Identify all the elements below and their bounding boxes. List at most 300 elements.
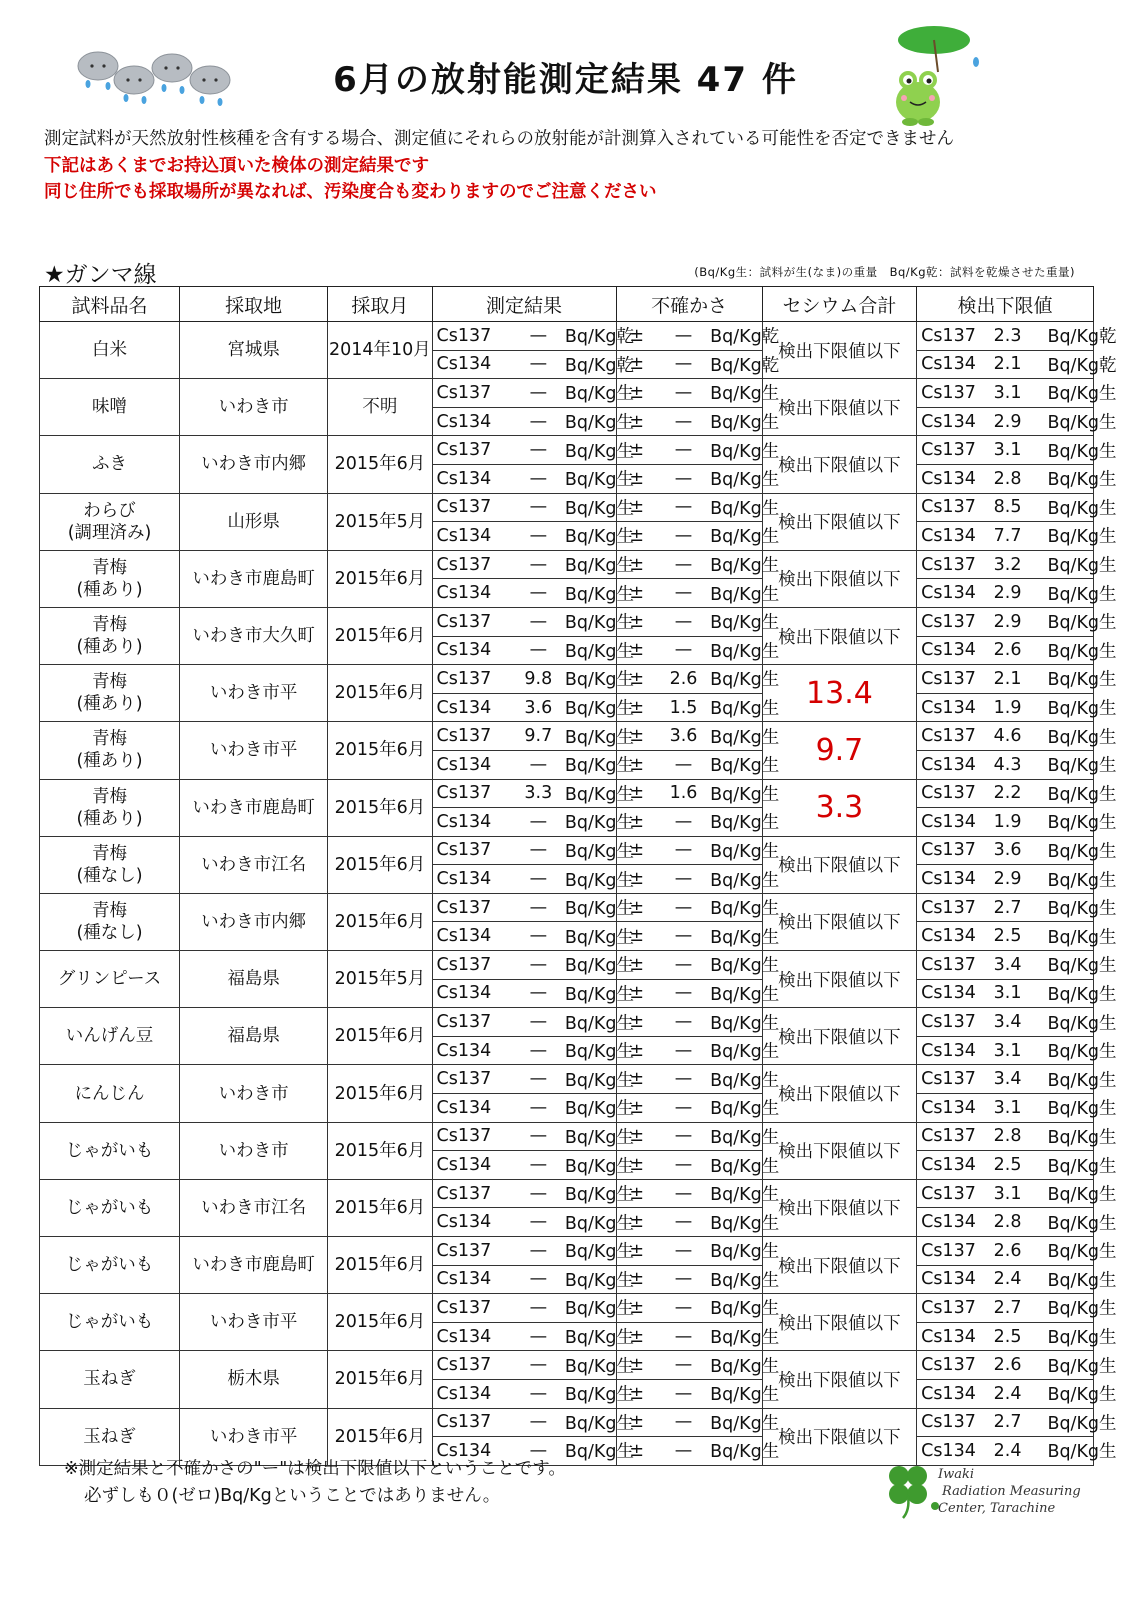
uncertainty-value: — xyxy=(657,1265,710,1294)
unit-label: Bq/Kg生 xyxy=(565,493,616,522)
sampling-place: 福島県 xyxy=(180,1008,328,1065)
cesium-total: 検出下限値以下 xyxy=(762,322,916,379)
unit-label: Bq/Kg生 xyxy=(710,1208,762,1237)
sampling-place: いわき市 xyxy=(180,1065,328,1122)
uncertainty-value: — xyxy=(657,1351,710,1380)
measured-value: 3.6 xyxy=(512,693,565,722)
table-row xyxy=(40,1122,1094,1151)
unit-label: Bq/Kg生 xyxy=(1047,893,1093,922)
header-result: 測定結果 xyxy=(432,287,616,322)
sampling-place: いわき市 xyxy=(180,379,328,436)
plus-minus-sign: ± xyxy=(616,865,657,894)
uncertainty-value: 1.6 xyxy=(657,779,710,808)
unit-label: Bq/Kg生 xyxy=(1047,1151,1093,1180)
nuclide-label: Cs137 xyxy=(917,1122,968,1151)
unit-label: Bq/Kg生 xyxy=(710,665,762,694)
uncertainty-value: — xyxy=(657,522,710,551)
nuclide-label: Cs137 xyxy=(432,493,512,522)
unit-label: Bq/Kg生 xyxy=(710,865,762,894)
nuclide-label: Cs137 xyxy=(432,1179,512,1208)
nuclide-label: Cs137 xyxy=(917,893,968,922)
table-row xyxy=(40,436,1094,465)
measured-value: 9.7 xyxy=(512,722,565,751)
measured-value: — xyxy=(512,1408,565,1437)
unit-label: Bq/Kg生 xyxy=(1047,1208,1093,1237)
header-total: セシウム合計 xyxy=(762,287,916,322)
uncertainty-value: — xyxy=(657,808,710,837)
unit-label: Bq/Kg生 xyxy=(565,607,616,636)
nuclide-label: Cs134 xyxy=(917,1094,968,1123)
nuclide-label: Cs137 xyxy=(432,607,512,636)
table-row xyxy=(40,379,1094,408)
nuclide-label: Cs137 xyxy=(432,951,512,980)
detection-limit-value: 1.9 xyxy=(968,693,1048,722)
uncertainty-value: 2.6 xyxy=(657,665,710,694)
nuclide-label: Cs137 xyxy=(432,722,512,751)
plus-minus-sign: ± xyxy=(616,1179,657,1208)
unit-label: Bq/Kg生 xyxy=(565,1379,616,1408)
sampling-month: 2015年5月 xyxy=(328,493,432,550)
unit-label: Bq/Kg乾 xyxy=(1047,350,1093,379)
nuclide-label: Cs134 xyxy=(432,693,512,722)
unit-label: Bq/Kg生 xyxy=(565,550,616,579)
nuclide-label: Cs137 xyxy=(917,1237,968,1266)
cesium-total: 検出下限値以下 xyxy=(762,607,916,664)
detection-limit-value: 2.6 xyxy=(968,1237,1048,1266)
unit-label: Bq/Kg生 xyxy=(1047,1437,1093,1466)
detection-limit-value: 2.8 xyxy=(968,1122,1048,1151)
header-place: 採取地 xyxy=(180,287,328,322)
nuclide-label: Cs134 xyxy=(432,865,512,894)
uncertainty-value: — xyxy=(657,1237,710,1266)
nuclide-label: Cs134 xyxy=(432,1379,512,1408)
sampling-place: いわき市 xyxy=(180,1122,328,1179)
nuclide-label: Cs137 xyxy=(917,836,968,865)
measured-value: — xyxy=(512,522,565,551)
detection-limit-value: 3.2 xyxy=(968,550,1048,579)
cesium-total: 検出下限値以下 xyxy=(762,1065,916,1122)
plus-minus-sign: ± xyxy=(616,1122,657,1151)
nuclide-label: Cs137 xyxy=(917,1351,968,1380)
plus-minus-sign: ± xyxy=(616,922,657,951)
plus-minus-sign: ± xyxy=(616,1237,657,1266)
measured-value: — xyxy=(512,464,565,493)
unit-label: Bq/Kg生 xyxy=(710,436,762,465)
uncertainty-value: — xyxy=(657,1379,710,1408)
uncertainty-value: — xyxy=(657,607,710,636)
detection-limit-value: 3.1 xyxy=(968,436,1048,465)
plus-minus-sign: ± xyxy=(616,436,657,465)
cesium-total: 検出下限値以下 xyxy=(762,550,916,607)
detection-limit-value: 3.6 xyxy=(968,836,1048,865)
footnote-line-1: ※測定結果と不確かさの"ー"は検出下限値以下ということです。 xyxy=(64,1459,566,1479)
sample-name: 青梅 (種なし) xyxy=(40,893,180,950)
uncertainty-value: — xyxy=(657,636,710,665)
detection-limit-value: 2.4 xyxy=(968,1265,1048,1294)
measured-value: — xyxy=(512,1122,565,1151)
sampling-month: 2015年5月 xyxy=(328,951,432,1008)
unit-label: Bq/Kg生 xyxy=(1047,1008,1093,1037)
plus-minus-sign: ± xyxy=(616,636,657,665)
sampling-month: 2015年6月 xyxy=(328,1122,432,1179)
measured-value: — xyxy=(512,836,565,865)
sampling-place: いわき市平 xyxy=(180,1294,328,1351)
nuclide-label: Cs134 xyxy=(917,1322,968,1351)
unit-label: Bq/Kg生 xyxy=(1047,607,1093,636)
table-row xyxy=(40,1179,1094,1208)
unit-label: Bq/Kg生 xyxy=(565,779,616,808)
unit-label: Bq/Kg生 xyxy=(710,808,762,837)
unit-label: Bq/Kg生 xyxy=(710,1351,762,1380)
sample-name: 玉ねぎ xyxy=(40,1408,180,1465)
nuclide-label: Cs134 xyxy=(917,407,968,436)
measured-value: — xyxy=(512,322,565,351)
sample-name: 青梅 (種あり) xyxy=(40,665,180,722)
nuclide-label: Cs134 xyxy=(917,1036,968,1065)
plus-minus-sign: ± xyxy=(616,1008,657,1037)
cesium-total: 3.3 xyxy=(762,779,916,836)
sampling-place: いわき市平 xyxy=(180,722,328,779)
unit-label: Bq/Kg生 xyxy=(565,836,616,865)
sampling-month: 2015年6月 xyxy=(328,1179,432,1236)
measured-value: — xyxy=(512,407,565,436)
plus-minus-sign: ± xyxy=(616,493,657,522)
note-line: 測定試料が天然放射性核種を含有する場合、測定値にそれらの放射能が計測算入されている可能性を否定できません xyxy=(44,129,954,149)
measured-value: — xyxy=(512,350,565,379)
unit-label: Bq/Kg生 xyxy=(1047,550,1093,579)
measured-value: — xyxy=(512,1237,565,1266)
unit-label: Bq/Kg生 xyxy=(1047,779,1093,808)
sampling-month: 2015年6月 xyxy=(328,779,432,836)
sampling-month: 2015年6月 xyxy=(328,722,432,779)
unit-label: Bq/Kg生 xyxy=(710,464,762,493)
uncertainty-value: — xyxy=(657,1151,710,1180)
footnote-line-2: 必ずしも０(ゼロ)Bq/Kgということではありません。 xyxy=(84,1486,501,1506)
nuclide-label: Cs137 xyxy=(917,1008,968,1037)
unit-label: Bq/Kg生 xyxy=(565,1094,616,1123)
unit-label: Bq/Kg生 xyxy=(565,922,616,951)
sampling-month: 2014年10月 xyxy=(328,322,432,379)
unit-label: Bq/Kg生 xyxy=(565,1122,616,1151)
cesium-total: 13.4 xyxy=(762,665,916,722)
warning-line-2: 同じ住所でも採取場所が異なれば、汚染度合も変わりますのでご注意ください xyxy=(44,182,657,202)
unit-label: Bq/Kg生 xyxy=(565,1322,616,1351)
plus-minus-sign: ± xyxy=(616,836,657,865)
detection-limit-value: 4.6 xyxy=(968,722,1048,751)
sampling-place: いわき市鹿島町 xyxy=(180,550,328,607)
sample-name: 青梅 (種あり) xyxy=(40,607,180,664)
sampling-month: 2015年6月 xyxy=(328,436,432,493)
nuclide-label: Cs137 xyxy=(917,493,968,522)
detection-limit-value: 2.9 xyxy=(968,865,1048,894)
nuclide-label: Cs134 xyxy=(917,1437,968,1466)
sampling-place: いわき市鹿島町 xyxy=(180,1237,328,1294)
sample-name: 白米 xyxy=(40,322,180,379)
sample-name: いんげん豆 xyxy=(40,1008,180,1065)
nuclide-label: Cs134 xyxy=(432,522,512,551)
uncertainty-value: — xyxy=(657,893,710,922)
nuclide-label: Cs137 xyxy=(917,779,968,808)
uncertainty-value: 3.6 xyxy=(657,722,710,751)
unit-label: Bq/Kg生 xyxy=(1047,979,1093,1008)
nuclide-label: Cs134 xyxy=(432,1322,512,1351)
sampling-month: 2015年6月 xyxy=(328,836,432,893)
unit-label: Bq/Kg乾 xyxy=(1047,322,1093,351)
table-row xyxy=(40,493,1094,522)
detection-limit-value: 2.1 xyxy=(968,350,1048,379)
unit-label: Bq/Kg生 xyxy=(565,722,616,751)
sampling-month: 2015年6月 xyxy=(328,607,432,664)
sample-name: ふき xyxy=(40,436,180,493)
frog-with-leaf-umbrella-icon xyxy=(888,22,988,130)
nuclide-label: Cs134 xyxy=(432,750,512,779)
sampling-month: 2015年6月 xyxy=(328,665,432,722)
uncertainty-value: — xyxy=(657,1294,710,1323)
nuclide-label: Cs137 xyxy=(432,379,512,408)
sample-name: グリンピース xyxy=(40,951,180,1008)
unit-label: Bq/Kg生 xyxy=(1047,464,1093,493)
nuclide-label: Cs134 xyxy=(432,350,512,379)
nuclide-label: Cs137 xyxy=(432,550,512,579)
unit-legend: (Bq/Kg生：試料が生(なま)の重量 Bq/Kg乾：試料を乾燥させた重量) xyxy=(694,265,1075,279)
unit-label: Bq/Kg生 xyxy=(565,893,616,922)
unit-label: Bq/Kg生 xyxy=(565,407,616,436)
unit-label: Bq/Kg生 xyxy=(565,665,616,694)
measured-value: — xyxy=(512,1008,565,1037)
unit-label: Bq/Kg生 xyxy=(710,1437,762,1466)
nuclide-label: Cs134 xyxy=(917,693,968,722)
unit-label: Bq/Kg生 xyxy=(565,579,616,608)
uncertainty-value: — xyxy=(657,922,710,951)
unit-label: Bq/Kg生 xyxy=(565,636,616,665)
cesium-total: 検出下限値以下 xyxy=(762,1408,916,1465)
sampling-place: いわき市平 xyxy=(180,665,328,722)
cesium-total: 検出下限値以下 xyxy=(762,951,916,1008)
table-row xyxy=(40,1408,1094,1437)
sampling-month: 2015年6月 xyxy=(328,1065,432,1122)
unit-label: Bq/Kg生 xyxy=(565,379,616,408)
unit-label: Bq/Kg生 xyxy=(710,1008,762,1037)
cesium-total: 検出下限値以下 xyxy=(762,893,916,950)
unit-label: Bq/Kg生 xyxy=(710,1379,762,1408)
uncertainty-value: — xyxy=(657,1008,710,1037)
measured-value: — xyxy=(512,951,565,980)
plus-minus-sign: ± xyxy=(616,750,657,779)
unit-label: Bq/Kg生 xyxy=(710,493,762,522)
detection-limit-value: 2.4 xyxy=(968,1437,1048,1466)
plus-minus-sign: ± xyxy=(616,779,657,808)
nuclide-label: Cs137 xyxy=(917,550,968,579)
uncertainty-value: — xyxy=(657,1437,710,1466)
header-name: 試料品名 xyxy=(40,287,180,322)
sampling-month: 2015年6月 xyxy=(328,1008,432,1065)
unit-label: Bq/Kg生 xyxy=(1047,1379,1093,1408)
detection-limit-value: 3.1 xyxy=(968,1094,1048,1123)
unit-label: Bq/Kg生 xyxy=(565,1208,616,1237)
nuclide-label: Cs134 xyxy=(432,1151,512,1180)
uncertainty-value: — xyxy=(657,1036,710,1065)
cesium-total: 検出下限値以下 xyxy=(762,379,916,436)
nuclide-label: Cs137 xyxy=(432,436,512,465)
cesium-total: 検出下限値以下 xyxy=(762,1237,916,1294)
measured-value: — xyxy=(512,579,565,608)
unit-label: Bq/Kg生 xyxy=(1047,636,1093,665)
unit-label: Bq/Kg生 xyxy=(710,893,762,922)
measured-value: — xyxy=(512,607,565,636)
measured-value: — xyxy=(512,379,565,408)
plus-minus-sign: ± xyxy=(616,722,657,751)
unit-label: Bq/Kg生 xyxy=(710,550,762,579)
detection-limit-value: 3.4 xyxy=(968,1008,1048,1037)
nuclide-label: Cs134 xyxy=(917,750,968,779)
plus-minus-sign: ± xyxy=(616,1322,657,1351)
unit-label: Bq/Kg生 xyxy=(565,693,616,722)
unit-label: Bq/Kg生 xyxy=(710,779,762,808)
plus-minus-sign: ± xyxy=(616,979,657,1008)
plus-minus-sign: ± xyxy=(616,579,657,608)
cesium-total: 検出下限値以下 xyxy=(762,836,916,893)
unit-label: Bq/Kg生 xyxy=(1047,750,1093,779)
unit-label: Bq/Kg生 xyxy=(1047,808,1093,837)
header-row xyxy=(40,287,1094,322)
plus-minus-sign: ± xyxy=(616,350,657,379)
unit-label: Bq/Kg生 xyxy=(710,579,762,608)
sampling-place: 福島県 xyxy=(180,951,328,1008)
nuclide-label: Cs134 xyxy=(432,1437,512,1466)
plus-minus-sign: ± xyxy=(616,322,657,351)
measured-value: — xyxy=(512,1351,565,1380)
cesium-total: 9.7 xyxy=(762,722,916,779)
unit-label: Bq/Kg生 xyxy=(1047,836,1093,865)
table-row xyxy=(40,1065,1094,1094)
measured-value: 9.8 xyxy=(512,665,565,694)
unit-label: Bq/Kg生 xyxy=(710,951,762,980)
unit-label: Bq/Kg生 xyxy=(565,464,616,493)
nuclide-label: Cs137 xyxy=(432,665,512,694)
sampling-place: 宮城県 xyxy=(180,322,328,379)
nuclide-label: Cs137 xyxy=(432,1008,512,1037)
plus-minus-sign: ± xyxy=(616,407,657,436)
unit-label: Bq/Kg生 xyxy=(710,979,762,1008)
cesium-total: 検出下限値以下 xyxy=(762,1008,916,1065)
unit-label: Bq/Kg乾 xyxy=(710,350,762,379)
page-title: 6月の放射能測定結果 47 件 xyxy=(333,60,798,100)
unit-label: Bq/Kg生 xyxy=(565,1008,616,1037)
nuclide-label: Cs137 xyxy=(917,379,968,408)
nuclide-label: Cs134 xyxy=(432,1036,512,1065)
uncertainty-value: — xyxy=(657,350,710,379)
sampling-month: 不明 xyxy=(328,379,432,436)
nuclide-label: Cs134 xyxy=(432,579,512,608)
header-uncertainty: 不確かさ xyxy=(616,287,762,322)
measured-value: — xyxy=(512,636,565,665)
uncertainty-value: — xyxy=(657,379,710,408)
measured-value: — xyxy=(512,1322,565,1351)
unit-label: Bq/Kg生 xyxy=(565,1151,616,1180)
sampling-month: 2015年6月 xyxy=(328,1351,432,1408)
unit-label: Bq/Kg生 xyxy=(565,750,616,779)
unit-label: Bq/Kg生 xyxy=(710,1036,762,1065)
measured-value: — xyxy=(512,1094,565,1123)
results-table xyxy=(39,286,1117,1466)
nuclide-label: Cs134 xyxy=(917,865,968,894)
nuclide-label: Cs137 xyxy=(432,1408,512,1437)
nuclide-label: Cs134 xyxy=(432,922,512,951)
unit-label: Bq/Kg生 xyxy=(1047,922,1093,951)
unit-label: Bq/Kg生 xyxy=(710,750,762,779)
nuclide-label: Cs134 xyxy=(917,636,968,665)
measured-value: — xyxy=(512,493,565,522)
unit-label: Bq/Kg生 xyxy=(710,722,762,751)
sample-name: 青梅 (種あり) xyxy=(40,550,180,607)
sample-name: じゃがいも xyxy=(40,1294,180,1351)
sampling-month: 2015年6月 xyxy=(328,893,432,950)
uncertainty-value: — xyxy=(657,436,710,465)
unit-label: Bq/Kg生 xyxy=(565,1408,616,1437)
nuclide-label: Cs134 xyxy=(917,1208,968,1237)
unit-label: Bq/Kg生 xyxy=(1047,693,1093,722)
nuclide-label: Cs134 xyxy=(432,407,512,436)
table-row xyxy=(40,722,1094,751)
detection-limit-value: 8.5 xyxy=(968,493,1048,522)
nuclide-label: Cs134 xyxy=(917,922,968,951)
unit-label: Bq/Kg生 xyxy=(1047,1322,1093,1351)
unit-label: Bq/Kg生 xyxy=(710,836,762,865)
unit-label: Bq/Kg生 xyxy=(1047,865,1093,894)
unit-label: Bq/Kg生 xyxy=(710,607,762,636)
sampling-month: 2015年6月 xyxy=(328,1294,432,1351)
measured-value: — xyxy=(512,550,565,579)
unit-label: Bq/Kg生 xyxy=(565,808,616,837)
unit-label: Bq/Kg生 xyxy=(1047,1237,1093,1266)
measured-value: — xyxy=(512,1179,565,1208)
table-row xyxy=(40,779,1094,808)
cesium-total: 検出下限値以下 xyxy=(762,436,916,493)
rain-cloud-characters-icon xyxy=(76,46,241,108)
unit-label: Bq/Kg生 xyxy=(710,1265,762,1294)
unit-label: Bq/Kg生 xyxy=(565,1437,616,1466)
measured-value: — xyxy=(512,979,565,1008)
table-row xyxy=(40,607,1094,636)
sample-name: 玉ねぎ xyxy=(40,1351,180,1408)
unit-label: Bq/Kg生 xyxy=(710,1408,762,1437)
plus-minus-sign: ± xyxy=(616,522,657,551)
nuclide-label: Cs137 xyxy=(432,322,512,351)
sampling-place: 山形県 xyxy=(180,493,328,550)
nuclide-label: Cs137 xyxy=(917,1408,968,1437)
plus-minus-sign: ± xyxy=(616,893,657,922)
measured-value: — xyxy=(512,436,565,465)
uncertainty-value: — xyxy=(657,750,710,779)
unit-label: Bq/Kg生 xyxy=(710,407,762,436)
logo-line-1: Iwaki xyxy=(938,1467,975,1482)
nuclide-label: Cs137 xyxy=(917,722,968,751)
cesium-total: 検出下限値以下 xyxy=(762,1294,916,1351)
unit-label: Bq/Kg生 xyxy=(710,636,762,665)
unit-label: Bq/Kg生 xyxy=(1047,436,1093,465)
sample-name: にんじん xyxy=(40,1065,180,1122)
detection-limit-value: 2.3 xyxy=(968,322,1048,351)
nuclide-label: Cs137 xyxy=(917,1179,968,1208)
plus-minus-sign: ± xyxy=(616,1265,657,1294)
plus-minus-sign: ± xyxy=(616,693,657,722)
plus-minus-sign: ± xyxy=(616,1408,657,1437)
uncertainty-value: — xyxy=(657,1179,710,1208)
detection-limit-value: 2.6 xyxy=(968,636,1048,665)
unit-label: Bq/Kg生 xyxy=(710,1179,762,1208)
nuclide-label: Cs137 xyxy=(432,1065,512,1094)
table-row xyxy=(40,836,1094,865)
